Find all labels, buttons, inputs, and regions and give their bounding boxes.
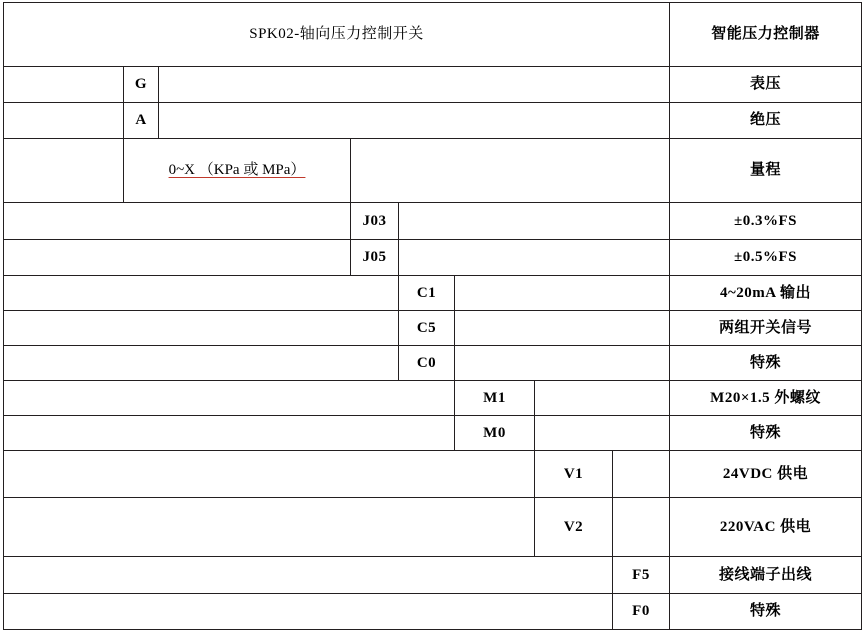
spacer-cell (4, 103, 124, 139)
spacer-cell (4, 594, 613, 630)
spacer-cell (455, 346, 670, 381)
spacer-cell (4, 240, 351, 276)
spacer-cell (4, 203, 351, 240)
spacer-cell (535, 381, 670, 416)
spacer-cell (613, 498, 670, 557)
table-row (4, 240, 862, 276)
code-cell-c5: C5 (399, 311, 455, 346)
code-cell-m1: M1 (455, 381, 535, 416)
code-cell-g: G (124, 67, 159, 103)
table-row (4, 346, 862, 381)
spacer-cell (4, 416, 455, 451)
spacer-cell (159, 103, 670, 139)
desc-cell-c1: 4~20mA 输出 (670, 276, 862, 311)
code-cell-f0: F0 (613, 594, 670, 630)
spacer-cell (4, 557, 613, 594)
code-cell-a: A (124, 103, 159, 139)
table-row (4, 203, 862, 240)
table-row (4, 67, 862, 103)
desc-cell-a: 绝压 (670, 103, 862, 139)
spacer-cell (351, 139, 670, 203)
code-cell-v1: V1 (535, 451, 613, 498)
spacer-cell (613, 451, 670, 498)
desc-cell-j05: ±0.5%FS (670, 240, 862, 276)
table-row (4, 139, 862, 203)
code-cell-v2: V2 (535, 498, 613, 557)
spacer-cell (4, 139, 124, 203)
table-row (4, 557, 862, 594)
table-row (4, 103, 862, 139)
desc-cell-m1: M20×1.5 外螺纹 (670, 381, 862, 416)
spacer-cell (4, 381, 455, 416)
desc-cell-j03: ±0.3%FS (670, 203, 862, 240)
spec-table-sheet (0, 2, 866, 638)
code-cell-c1: C1 (399, 276, 455, 311)
spacer-cell (399, 240, 670, 276)
table-row (4, 498, 862, 557)
spacer-cell (4, 451, 535, 498)
code-cell-range: 0~X （KPa 或 MPa） (124, 139, 351, 203)
title-main-cell: SPK02-轴向压力控制开关 (4, 3, 670, 67)
code-cell-m0: M0 (455, 416, 535, 451)
spacer-cell (535, 416, 670, 451)
spacer-cell (4, 67, 124, 103)
table-row (4, 594, 862, 630)
table-row (4, 276, 862, 311)
title-desc-cell: 智能压力控制器 (670, 3, 862, 67)
spacer-cell (159, 67, 670, 103)
desc-cell-v2: 220VAC 供电 (670, 498, 862, 557)
desc-cell-c5: 两组开关信号 (670, 311, 862, 346)
desc-cell-f0: 特殊 (670, 594, 862, 630)
product-code-table (3, 2, 862, 630)
spacer-cell (4, 346, 399, 381)
spacer-cell (4, 276, 399, 311)
code-cell-j05: J05 (351, 240, 399, 276)
code-cell-j03: J03 (351, 203, 399, 240)
desc-cell-m0: 特殊 (670, 416, 862, 451)
table-row (4, 3, 862, 67)
desc-cell-g: 表压 (670, 67, 862, 103)
code-cell-f5: F5 (613, 557, 670, 594)
table-row (4, 311, 862, 346)
table-row (4, 416, 862, 451)
spacer-cell (4, 498, 535, 557)
table-row (4, 381, 862, 416)
code-cell-c0: C0 (399, 346, 455, 381)
desc-cell-c0: 特殊 (670, 346, 862, 381)
spacer-cell (455, 311, 670, 346)
desc-cell-range: 量程 (670, 139, 862, 203)
desc-cell-v1: 24VDC 供电 (670, 451, 862, 498)
spacer-cell (455, 276, 670, 311)
spacer-cell (4, 311, 399, 346)
spacer-cell (399, 203, 670, 240)
table-row (4, 451, 862, 498)
desc-cell-f5: 接线端子出线 (670, 557, 862, 594)
